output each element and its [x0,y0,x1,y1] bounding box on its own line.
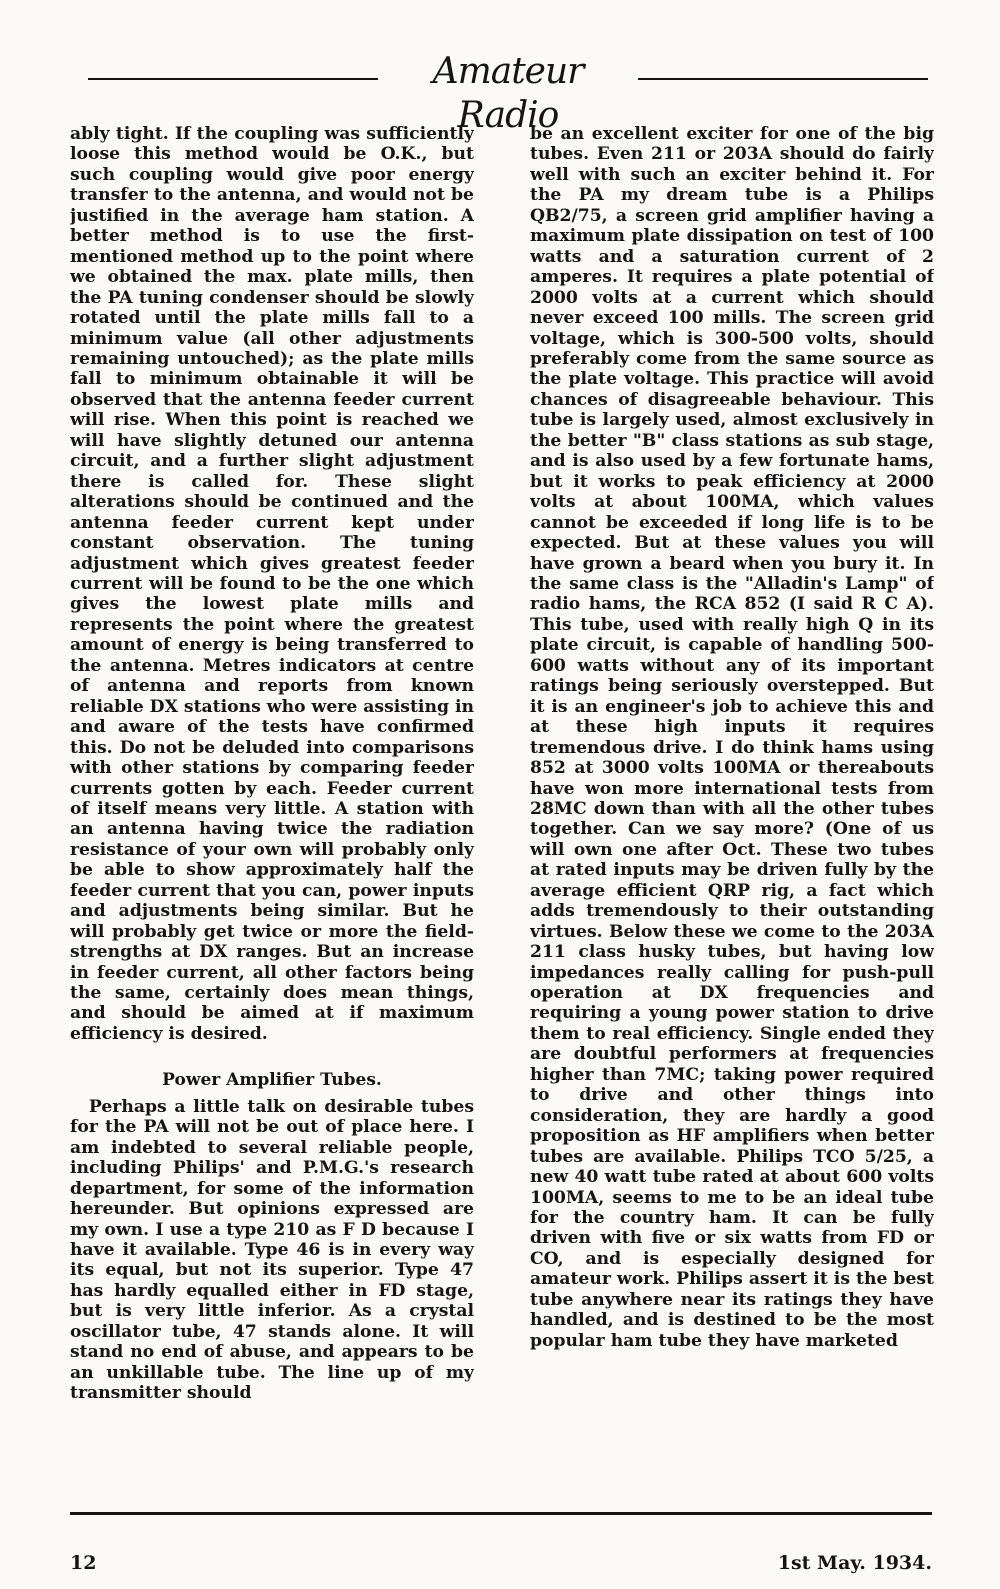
issue-date: 1st May. 1934. [777,1552,932,1574]
bottom-rule [70,1512,932,1515]
right-column [530,124,934,1484]
section-heading: Power Amplifier Tubes. [162,1070,382,1091]
left-paragraph-1: ably tight. If the coupling was sufficiently loose this method would be O.K., but such coupling would give poor energy transfer to the antenna, and would not be justified in the average ham station. A better method is to use the first-mentioned method up to the point where we obtained the max. plate mills, then the PA tuning condenser should be slowly rotated until the plate mills fall to a minimum value (all other adjustments remaining untouched); as the plate mills fall to minimum obtainable it will be observed that the antenna feeder current will rise. When this point is reached we will have slightly detuned our antenna circuit, and a further slight adjustment there is called for. These slight alterations should be continued and the antenna feeder current kept under constant observation. The tuning adjustment which gives greatest feeder current will be found to be the one which gives the lowest plate mills and represents the point where the greatest amount of energy is being transferred to the antenna. Metres indicators at centre of antenna and reports from known reliable DX stations who were assisting in and aware of the tests have confirmed this. Do not be deluded into comparisons with other stations by comparing feeder currents gotten by each. Feeder current of itself means very little. A station with an antenna having twice the radiation resistance of your own will probably only be able to show approximately half the feeder current that you can, power inputs and adjustments being similar. But he will probably get twice or more the field-strengths at DX ranges. But an increase in feeder current, all other factors being the same, certainly does mean things, and should be aimed at if maximum efficiency is desired. [70,124,474,1044]
right-paragraph-1: be an excellent exciter for one of the big tubes. Even 211 or 203A should do fairly well with such an exciter behind it. For the PA my dream tube is a Philips QB2/75, a screen grid amplifier having a maximum plate dissipation on test of 100 watts and a saturation current of 2 amperes. It requires a plate potential of 2000 volts at a current which should never exceed 100 mills. The screen grid voltage, which is 300-500 volts, should preferably come from the same source as the plate voltage. This practice will avoid chances of disagreeable behaviour. This tube is largely used, almost exclusively in the better "B" class stations as sub stage, and is also used by a few fortunate hams, but it works to peak efficiency at 2000 volts at about 100MA, which values cannot be exceeded if long life is to be expected. But at these values you will have grown a beard when you bury it. In the same class is the "Alladin's Lamp" of radio hams, the RCA 852 (I said R C A). This tube, used with really high Q in its plate circuit, is capable of handling 500-600 watts without any of its important ratings being seriously overstepped. But it is an engineer's job to achieve this and at these high inputs it requires tremendous drive. I do think hams using 852 at 3000 volts 100MA or thereabouts have won more international tests from 28MC down than with all the other tubes together. Can we say more? (One of us will own one after Oct. These two tubes at rated inputs may be driven fully by the average efficient QRP rig, a fact which adds tremendously to their outstanding virtues. Below these we come to the 203A 211 class husky tubes, but having low impedances really calling for push-pull operation at DX frequencies and requiring a young power station to drive them to real efficiency. Single ended they are doubtful performers at frequencies higher than 7MC; taking power required to drive and other things into consideration, they are hardly a good proposition as HF amplifiers when better tubes are available. Philips TCO 5/25, a new 40 watt tube rated at about 600 volts 100MA, seems to me to be an ideal tube for the country ham. It can be fully driven with five or six watts from FD or CO, and is especially designed for amateur work. Philips assert it is the best tube anywhere near its ratings they have handled, and is destined to be the most popular ham tube they have marketed [530,124,934,1351]
left-paragraph-2: Perhaps a little talk on desirable tubes for the PA will not be out of place here. I am indebted to several reliable people, including Philips' and P.M.G.'s research department, for some of the information hereunder. But opinions expressed are my own. I use a type 210 as F D because I have it available. Type 46 is in every way its equal, but not its superior. Type 47 has hardly equalled either in FD stage, but is very little inferior. As a crystal oscillator tube, 47 stands alone. It will stand no end of abuse, and appears to be an unkillable tube. The line up of my transmitter should [70,1096,474,1404]
masthead [88,48,928,136]
masthead-rule-left [88,78,378,80]
masthead-title: Amateur Radio [432,51,584,136]
masthead-rule-right [638,78,928,80]
page-number: 12 [70,1552,97,1574]
left-column [70,124,474,1484]
